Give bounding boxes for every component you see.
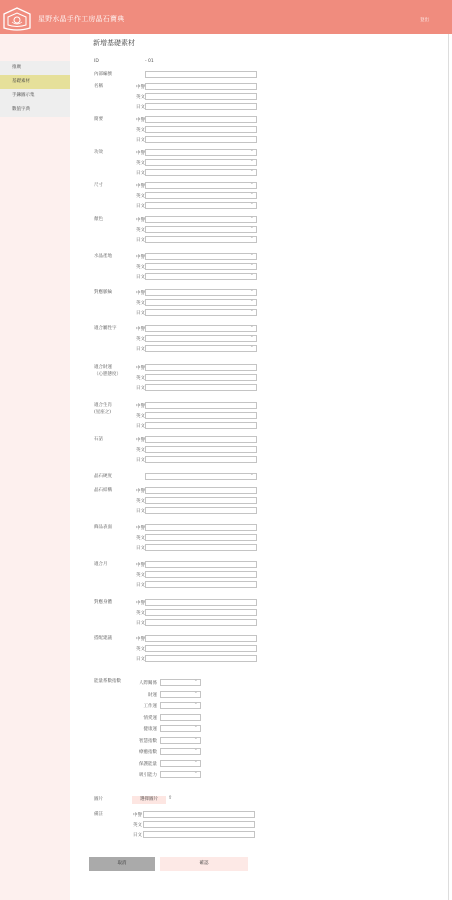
section-label: 適合財運: [94, 365, 112, 370]
lang-label-en: 英文: [136, 194, 145, 199]
lang-label-jp: 日文: [136, 275, 145, 280]
input-zh[interactable]: [145, 561, 257, 568]
page-border: [448, 34, 449, 900]
section-label: 顏色: [94, 217, 103, 222]
select-zh[interactable]: [145, 216, 257, 223]
lang-label-zh: 中譽: [136, 404, 145, 409]
attribute-label: 工作運: [143, 704, 157, 709]
input-jp[interactable]: [145, 544, 257, 551]
input-zh[interactable]: [145, 635, 257, 642]
attributes-label: 能量系數指數: [94, 679, 121, 684]
lang-label-jp: 日文: [136, 105, 145, 110]
lang-label-zh: 中譽: [136, 563, 145, 568]
section-label: 尺寸: [94, 183, 103, 188]
select-en[interactable]: [145, 299, 257, 306]
section-label-secondary: (星座之): [94, 410, 112, 415]
select-jp[interactable]: [145, 236, 257, 243]
attribute-input[interactable]: [160, 714, 201, 721]
input-zh[interactable]: [145, 364, 257, 371]
input-jp[interactable]: [145, 136, 257, 143]
sidebar-item-promotion[interactable]: 推廣: [0, 61, 70, 75]
lang-label-en: 英文: [136, 536, 145, 541]
lang-label-en: 英文: [136, 499, 145, 504]
note-zh-label: 中譽: [133, 813, 142, 818]
upload-icon[interactable]: ⇪: [168, 795, 173, 801]
attribute-label: 療癒指數: [139, 750, 157, 755]
attribute-label: 情愛運: [143, 715, 157, 721]
input-en[interactable]: [145, 446, 257, 453]
attribute-label: 人際關係: [139, 681, 157, 686]
lang-label-en: 英文: [136, 95, 145, 100]
note-en-input[interactable]: [143, 821, 255, 828]
select-jp[interactable]: [145, 345, 257, 352]
note-en-label: 英文: [133, 823, 142, 828]
attribute-label: 保護能量: [139, 761, 157, 767]
input-en[interactable]: [145, 497, 257, 504]
input-en[interactable]: [145, 609, 257, 616]
lang-label-zh: 中譽: [136, 601, 145, 606]
input-en[interactable]: [145, 645, 257, 652]
select-en[interactable]: [145, 159, 257, 166]
sidebar-item-bracelet-icons[interactable]: 手鍊圖示集: [0, 89, 70, 103]
section-label: 對應脈輪: [94, 290, 112, 295]
lang-label-jp: 日文: [136, 424, 145, 429]
logo-icon: [2, 6, 32, 32]
select-en[interactable]: [145, 192, 257, 199]
lang-label-en: 英文: [136, 228, 145, 233]
lang-label-en: 英文: [136, 265, 145, 270]
input-zh[interactable]: [145, 487, 257, 494]
lang-label-en: 英文: [136, 611, 145, 616]
attribute-select[interactable]: [160, 737, 201, 744]
lang-label-en: 英文: [136, 448, 145, 453]
lang-label-jp: 日文: [136, 347, 145, 352]
section-label: 適合月: [94, 562, 108, 567]
lang-label-zh: 中譽: [136, 218, 145, 223]
lang-label-jp: 日文: [136, 546, 145, 551]
select-zh[interactable]: [145, 289, 257, 296]
hardness-select[interactable]: [145, 473, 257, 480]
section-label: 適合屬性字: [94, 326, 117, 331]
input-en[interactable]: [145, 534, 257, 541]
input-en[interactable]: [145, 126, 257, 133]
lang-label-zh: 中譽: [136, 637, 145, 642]
upload-image-button[interactable]: 選擇圖片: [132, 796, 166, 804]
lang-label-zh: 中譽: [136, 366, 145, 371]
sidebar-item-value-dictionary[interactable]: 數值字典: [0, 103, 70, 117]
section-label: 適合生肖: [94, 403, 112, 408]
select-zh[interactable]: [145, 325, 257, 332]
lang-label-en: 英文: [136, 301, 145, 306]
lang-label-jp: 日文: [136, 238, 145, 243]
input-en[interactable]: [145, 412, 257, 419]
lang-label-jp: 日文: [136, 171, 145, 176]
note-label: 備註: [94, 812, 103, 817]
attribute-select[interactable]: [160, 760, 201, 767]
lang-label-zh: 中譽: [136, 85, 145, 90]
input-en[interactable]: [145, 374, 257, 381]
id-value: - 01: [145, 59, 154, 64]
lang-label-jp: 日文: [136, 311, 145, 316]
select-zh[interactable]: [145, 253, 257, 260]
lang-label-jp: 日文: [136, 204, 145, 209]
lang-label-en: 英文: [136, 647, 145, 652]
input-zh[interactable]: [145, 83, 257, 90]
note-zh-input[interactable]: [143, 811, 255, 818]
input-jp[interactable]: [145, 456, 257, 463]
section-label: 晶石硬度: [94, 474, 112, 479]
lang-label-zh: 中譽: [136, 526, 145, 531]
lang-label-zh: 中譽: [136, 327, 145, 332]
lang-label-zh: 中譽: [136, 291, 145, 296]
lang-label-zh: 中譽: [136, 489, 145, 494]
attribute-select[interactable]: [160, 748, 201, 755]
section-label: 晶石結構: [94, 488, 112, 493]
input-zh[interactable]: [145, 402, 257, 409]
attribute-select[interactable]: [160, 679, 201, 686]
input-zh[interactable]: [145, 436, 257, 443]
note-jp-label: 日文: [133, 833, 142, 838]
section-label: 對應身體: [94, 600, 112, 605]
section-label: 名稱: [94, 84, 103, 89]
input-en[interactable]: [145, 571, 257, 578]
attribute-select[interactable]: [160, 691, 201, 698]
lang-label-jp: 日文: [136, 509, 145, 514]
input-zh[interactable]: [145, 524, 257, 531]
lang-label-jp: 日文: [136, 657, 145, 662]
attribute-label: 財運: [148, 692, 157, 698]
input-zh[interactable]: [145, 599, 257, 606]
page-title: 新增基礎素材: [93, 39, 135, 47]
input-jp[interactable]: [145, 619, 257, 626]
attribute-label: 健康運: [143, 727, 157, 732]
lang-label-jp: 日文: [136, 386, 145, 391]
section-label: 簡要: [94, 117, 103, 122]
note-jp-input[interactable]: [143, 831, 255, 838]
input-jp[interactable]: [145, 581, 257, 588]
app-header: [0, 0, 452, 34]
select-en[interactable]: [145, 335, 257, 342]
select-en[interactable]: [145, 263, 257, 270]
attribute-select[interactable]: [160, 725, 201, 732]
lang-label-zh: 中譽: [136, 151, 145, 156]
select-zh[interactable]: [145, 182, 257, 189]
cancel-button[interactable]: 取消: [89, 857, 155, 871]
internal-number-input[interactable]: [145, 71, 257, 78]
section-label: 功效: [94, 150, 103, 155]
input-jp[interactable]: [145, 384, 257, 391]
section-label: 石話: [94, 437, 103, 442]
app-title: 星野水晶手作工房晶石寶典: [38, 15, 125, 23]
select-jp[interactable]: [145, 169, 257, 176]
lang-label-jp: 日文: [136, 583, 145, 588]
input-zh[interactable]: [145, 116, 257, 123]
select-jp[interactable]: [145, 202, 257, 209]
attribute-label: 智慧指數: [139, 738, 157, 744]
attribute-select[interactable]: [160, 702, 201, 709]
image-label: 圖片: [94, 797, 103, 802]
section-label-secondary: （心態態度）: [94, 372, 121, 377]
input-jp[interactable]: [145, 422, 257, 429]
sidebar-item-base-material[interactable]: 基礎素材: [0, 75, 70, 89]
attribute-label: 吸引能力: [139, 773, 157, 778]
section-label: 水晶產地: [94, 254, 112, 259]
section-label: 飾品表面: [94, 525, 112, 530]
lang-label-jp: 日文: [136, 458, 145, 463]
internal-number-label: 內部編號: [94, 72, 112, 77]
id-label: ID: [94, 59, 99, 64]
lang-label-en: 英文: [136, 414, 145, 419]
select-zh[interactable]: [145, 149, 257, 156]
lang-label-jp: 日文: [136, 138, 145, 143]
save-button[interactable]: 確認: [160, 857, 248, 871]
logout-link[interactable]: 登出: [420, 18, 429, 23]
lang-label-jp: 日文: [136, 621, 145, 626]
input-jp[interactable]: [145, 507, 257, 514]
select-en[interactable]: [145, 226, 257, 233]
lang-label-en: 英文: [136, 337, 145, 342]
select-jp[interactable]: [145, 273, 257, 280]
sidebar: [0, 34, 70, 900]
lang-label-zh: 中譽: [136, 118, 145, 123]
input-en[interactable]: [145, 93, 257, 100]
input-jp[interactable]: [145, 103, 257, 110]
lang-label-en: 英文: [136, 161, 145, 166]
lang-label-en: 英文: [136, 573, 145, 578]
lang-label-en: 英文: [136, 376, 145, 381]
lang-label-zh: 中譽: [136, 184, 145, 189]
lang-label-en: 英文: [136, 128, 145, 133]
attribute-select[interactable]: [160, 771, 201, 778]
select-jp[interactable]: [145, 309, 257, 316]
lang-label-zh: 中譽: [136, 255, 145, 260]
lang-label-zh: 中譽: [136, 438, 145, 443]
section-label: 搭配建議: [94, 636, 112, 641]
input-jp[interactable]: [145, 655, 257, 662]
